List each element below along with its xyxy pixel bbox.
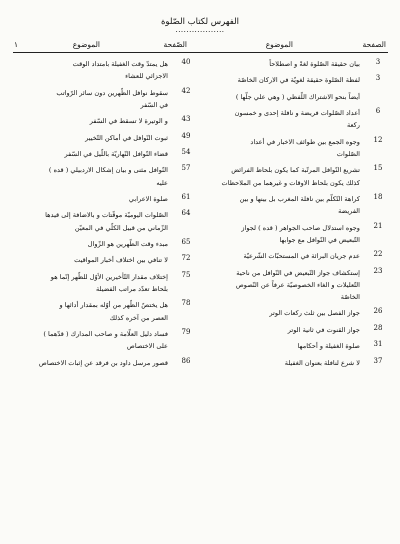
index-entry [13, 299, 195, 323]
entry-page-number: 72 [181, 254, 191, 263]
entry-topic-line: في السّفر [140, 100, 168, 109]
entry-topic-line: وجوه استدلال صاحب الجواهر ( قده ) لجواز [241, 223, 360, 232]
entry-topic [13, 328, 168, 352]
entry-topic-line: فساد دليل العلّامة و صاحب المدارك ( قدّهما ) [43, 329, 168, 338]
index-entry [191, 250, 387, 262]
entry-page-number: 26 [373, 307, 383, 316]
entry-topic-line: مبدء وقت الظّهرين هو الزّوال [87, 239, 168, 248]
entry-topic-line: هل يمتدّ وقت الغفيلة بامتداد الوقت [72, 60, 168, 68]
entry-topic [13, 193, 168, 205]
entry-topic-line: ركعة [346, 121, 360, 130]
entry-topic-line: عليه [156, 178, 168, 187]
entry-topic [13, 254, 168, 266]
entry-topic-line: الصّلوات [336, 149, 360, 158]
index-entry [13, 132, 195, 144]
entry-topic [191, 222, 360, 246]
entry-topic-line: لا شرع لنافلة بعنوان الغفيلة [284, 358, 360, 367]
entry-topic [191, 250, 360, 262]
entry-topic [191, 107, 360, 131]
entry-topic [13, 209, 168, 233]
header-topic-right: الموضوع [265, 40, 293, 49]
entry-topic-line: عدم جريان البرائة في المستحبّات الشّرعيّة [243, 252, 360, 261]
entry-topic-line: تشريع النّوافل المرتّبة كما يكون بلحاظ الفرائض [231, 166, 360, 175]
index-entry [13, 209, 195, 233]
entry-topic-line: كذلك يكون بلحاظ الاوقات و غيرهما من الملاحظات [221, 178, 360, 187]
entry-topic [191, 58, 360, 70]
header-underline [13, 52, 388, 53]
index-entry [191, 357, 387, 369]
page-number: ١ [14, 40, 19, 49]
index-entry [191, 74, 387, 86]
entry-page-number: 65 [181, 237, 191, 246]
column-header-row [0, 40, 400, 52]
entry-topic [191, 91, 360, 103]
entry-page-number: 21 [373, 221, 383, 230]
entry-page-number: 23 [373, 266, 383, 275]
index-entry [191, 58, 387, 70]
entry-topic [191, 357, 360, 369]
index-entry [191, 91, 387, 103]
index-entry [13, 328, 195, 352]
entry-page-number: 64 [181, 209, 191, 218]
index-entry [13, 164, 195, 188]
index-entry [13, 148, 195, 160]
entry-page-number: 79 [181, 327, 191, 336]
entry-topic [13, 164, 168, 188]
index-entry [191, 107, 387, 131]
entry-topic-line: صلوة الاعرابي [128, 194, 168, 203]
entry-topic-line: هل يختصّ الظّهر من أوّله بمقدار أدائها و [59, 301, 168, 310]
entry-topic-line: لا تنافي بين اختلاف أخبار المواقيت [74, 256, 168, 265]
entry-page-number: 42 [181, 86, 191, 95]
entry-topic-line: الفريضة [338, 207, 360, 216]
entry-page-number: 6 [375, 107, 381, 116]
entry-topic-line: قضاء النّوافل النّهاريّة باللّيل في السّفر [64, 149, 168, 158]
entry-topic-line: على الاختصاص [126, 342, 168, 351]
entry-topic-line: قصور مرسل داود بن فرقد عن إثبات الاختصاص [38, 358, 168, 367]
entry-topic [191, 267, 360, 304]
index-entry [191, 267, 387, 304]
entry-topic [191, 340, 360, 352]
entry-page-number: 15 [373, 164, 383, 173]
entry-topic-line: التّبعيض في النّوافل مع جوابها [279, 235, 360, 244]
entry-page-number: 18 [373, 192, 383, 201]
entry-page-number: 12 [373, 135, 383, 144]
entry-topic-line: التّعليلات و الغاء الخصوصيّة عرفاً عن النّصوص [235, 280, 360, 289]
header-page-left: الصّفحة [163, 40, 187, 49]
entry-topic-line: النّوافل مثنى و بيان إشكال الاردبيلي ( قده ) [48, 166, 168, 175]
entry-topic-line: بيان حقيقة الصّلوة لغةً و اصطلاحاً [269, 60, 360, 68]
entry-topic [191, 193, 360, 217]
entry-page-number: 40 [181, 58, 191, 66]
entry-page-number: 3 [375, 74, 381, 83]
entry-page-number: 43 [181, 115, 191, 124]
entry-page-number: 3 [375, 58, 381, 66]
entry-topic-line: جواز القنوت في ثانية الوتر [287, 325, 360, 334]
entry-topic-line: صلوة الغفيلة و أحكامها [297, 342, 360, 351]
index-entry [191, 136, 387, 160]
index-entry [13, 271, 195, 295]
entry-page-number: 57 [181, 164, 191, 173]
entry-topic [13, 87, 168, 111]
entry-topic-line: ثبوت النّوافل في أماكن التّخيير [85, 133, 168, 142]
entry-topic-line: إستكشاف جواز التّبعيض في النّوافل من ناحية [236, 268, 360, 277]
index-entry [13, 87, 195, 111]
entry-page-number: 61 [181, 192, 191, 201]
entry-page-number: 28 [373, 323, 383, 332]
entry-topic [13, 271, 168, 295]
entry-page-number: 75 [181, 270, 191, 279]
entry-topic-line: أيضاً بنحو الاشتراك اللّفظي ( وهي علي جلّها ) [235, 92, 360, 101]
entry-topic-line: سقوط نوافل الظّهرين دون سائر الرّواتب [56, 88, 168, 97]
entry-topic-line: الزّماني من قبيل الكلّي في المعيّن [74, 223, 168, 232]
entry-topic-line: كراهة التّكلّم بين نافلة المغرب بل بينها و بين [239, 194, 360, 203]
entry-topic [13, 132, 168, 144]
entry-topic-line: لفظة الصّلوة حقيقة لغويّة في الاركان الخاصّة [237, 76, 360, 85]
entry-topic-line: إختلاف مقدار التّأخيرين الأوّل للظّهر إنّما هو [50, 272, 168, 281]
index-entry [191, 307, 387, 319]
index-entry [191, 340, 387, 352]
index-entry [13, 357, 195, 369]
entry-page-number: 49 [181, 131, 191, 140]
entry-topic-line: و الوتيرة لا تسقط في السّفر [89, 117, 168, 126]
entry-topic [13, 148, 168, 160]
entry-topic-line: جواز الفصل بين ثلث ركعات الوتر [269, 309, 360, 318]
index-entry [191, 222, 387, 246]
entry-topic-line: الصّلوات اليوميّة موقّتات و بالاضافة إلى قيدها [45, 211, 168, 220]
entry-topic-line: الخاصّة [340, 292, 360, 301]
entry-topic [191, 307, 360, 319]
index-entry [191, 164, 387, 188]
index-entry [13, 193, 195, 205]
entry-topic [191, 324, 360, 336]
entry-topic-line: الاجزائي للعشاء [125, 72, 168, 81]
entry-page-number: 37 [373, 356, 383, 365]
page-title: الفهرس لكتاب الصّلوة [160, 17, 240, 27]
left-index-column [13, 58, 195, 373]
header-page-right: الصفحة [362, 40, 386, 49]
entry-page-number: 31 [373, 340, 383, 349]
entry-topic [191, 164, 360, 188]
entry-topic-line: أعداد الصّلوات فريضة و نافلة إحدى و خمسون [234, 109, 360, 118]
entry-topic [13, 115, 168, 127]
header-topic-left: الموضوع [72, 40, 100, 49]
index-entry [191, 193, 387, 217]
entry-page-number: 86 [181, 356, 191, 365]
title-dotted-separator: .................. [175, 26, 225, 34]
index-entry [13, 254, 195, 266]
entry-topic-line: العصر من آخره كذلك [109, 313, 168, 322]
entry-topic [191, 74, 360, 86]
entry-topic [13, 299, 168, 323]
entry-topic [13, 58, 168, 82]
index-entry [191, 324, 387, 336]
entry-topic [13, 357, 168, 369]
entry-page-number: 78 [181, 299, 191, 308]
entry-page-number: 22 [373, 250, 383, 259]
entry-page-number: 54 [181, 147, 191, 156]
entry-topic-line: بلحاظ تعدّد مراتب الفضيلة [96, 284, 168, 293]
index-entry [13, 58, 195, 82]
right-index-column [191, 58, 387, 373]
index-entry [13, 238, 195, 250]
entry-topic [13, 238, 168, 250]
entry-topic-line: وجوه الجمع بين طوائف الاخبار في أعداد [250, 137, 360, 146]
entry-topic [191, 136, 360, 160]
index-entry [13, 115, 195, 127]
